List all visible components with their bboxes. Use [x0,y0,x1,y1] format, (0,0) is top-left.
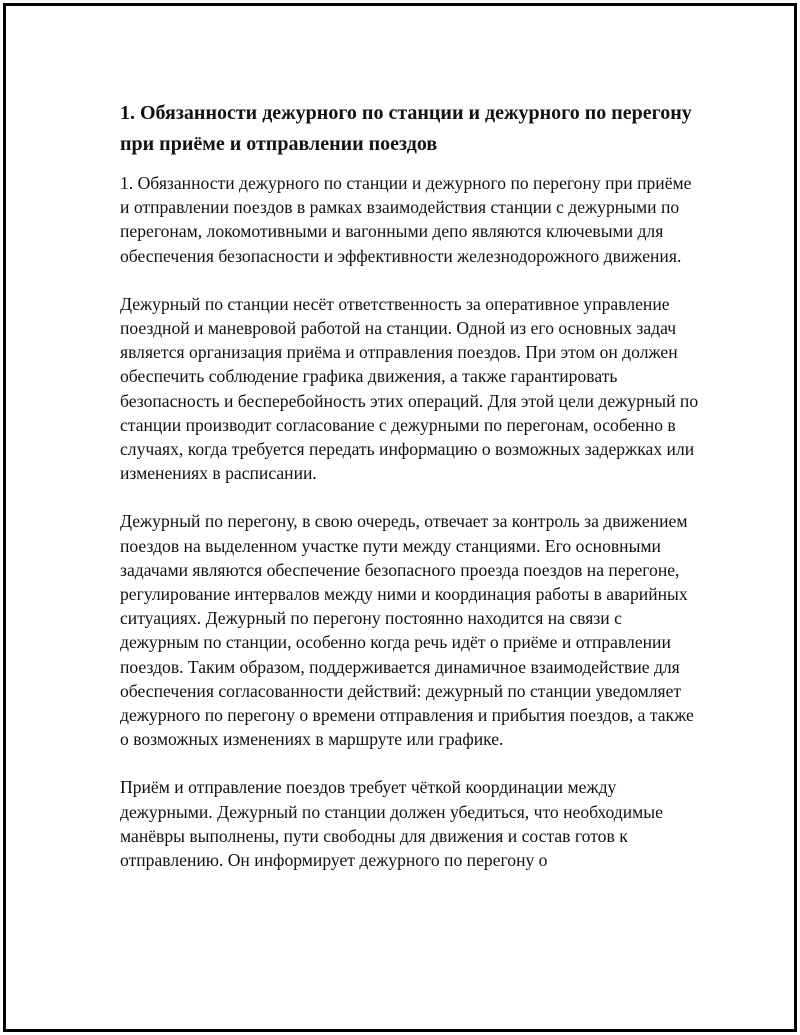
paragraph-1: 1. Обязанности дежурного по станции и дежурного по перегону при приёме и отправлении поездов в рамках взаимодействия станции с дежурными по перегонам, локомотивными и вагонными депо являются ключевыми для обеспечения безопасности и эффективности железнодорожного движения. [120,173,692,266]
paragraph-3: Дежурный по перегону, в свою очередь, отвечает за контроль за движением поездов на выделенном участке пути между станциями. Его основными задачами являются обеспечение безопасного проезда поездов на перегоне, регулирование интервалов между ними и координация работы в аварийных ситуациях. Дежурный по перегону постоянно находится на связи с дежурным по станции, особенно когда речь идёт о приёме и отправлении поездов. Таким образом, поддерживается динамичное взаимодействие для обеспечения согласованности действий: дежурный по станции уведомляет дежурного по перегону о времени отправления и прибытия поездов, а также о возможных изменениях в маршруте или графике. [120,511,694,750]
page-frame [3,3,797,1032]
document-body [120,98,700,896]
paragraph-2: Дежурный по станции несёт ответственность за оперативное управление поездной и маневровой работой на станции. Одной из его основных задач является организация приёма и отправления поездов. При этом он должен обеспечить соблюдение графика движения, а также гарантировать безопасность и бесперебойность этих операций. Для этой цели дежурный по станции производит согласование с дежурными по перегонам, особенно в случаях, когда требуется передать информацию о возможных задержках или изменениях в расписании. [120,293,699,484]
paragraph-4: Приём и отправление поездов требует чёткой координации между дежурными. Дежурный по станции должен убедиться, что необходимые манёвры выполнены, пути свободны для движения и состав готов к отправлению. Он информирует дежурного по перегону о [120,777,663,871]
document-title: 1. Обязанности дежурного по станции и дежурного по перегону при приёме и отправлении поездов [120,102,692,155]
